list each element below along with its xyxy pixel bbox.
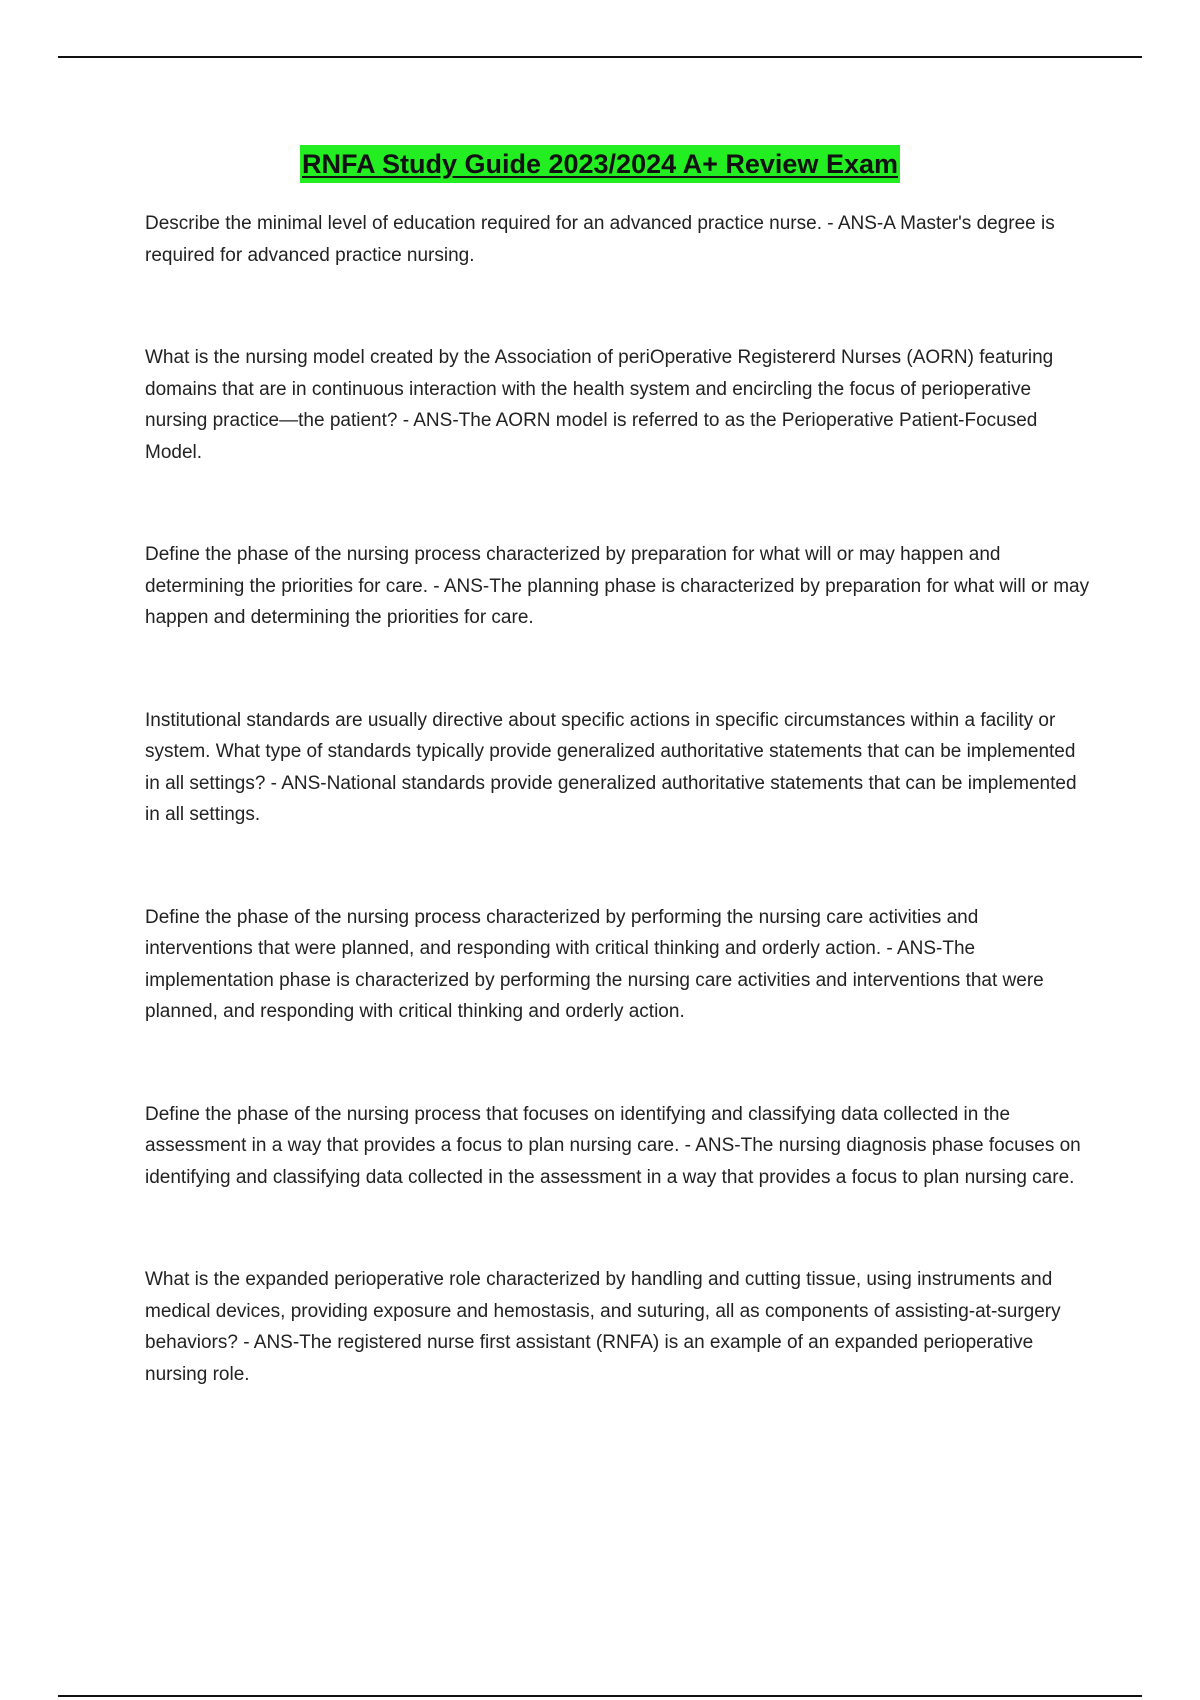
bottom-rule bbox=[58, 1695, 1142, 1697]
top-rule bbox=[58, 56, 1142, 58]
question-list bbox=[145, 208, 1090, 1461]
qa-item: Define the phase of the nursing process characterized by preparation for what will or may happen and determining the priorities for care. - ANS-The planning phase is characterized by preparation for what will or may happen and determining the priorities for care. bbox=[145, 544, 1090, 628]
qa-item: Describe the minimal level of education required for an advanced practice nurse. - ANS-A Master's degree is required for advanced practice nursing. bbox=[145, 213, 1055, 266]
document-title: RNFA Study Guide 2023/2024 A+ Review Exam bbox=[300, 145, 900, 183]
qa-item: What is the expanded perioperative role characterized by handling and cutting tissue, using instruments and medical devices, providing exposure and hemostasis, and suturing, all as components of assisting-at-surgery behaviors? - ANS-The registered nurse first assistant (RNFA) is an example of an expanded perioperative nursing role. bbox=[145, 1269, 1061, 1385]
title-container bbox=[0, 145, 1200, 183]
qa-item: Institutional standards are usually directive about specific actions in specific circumstances within a facility or system. What type of standards typically provide generalized authoritative statements that can be implemented in all settings? - ANS-National standards provide generalized authoritative statements that can be implemented in all settings. bbox=[145, 709, 1077, 825]
qa-item: What is the nursing model created by the Association of periOperative Registererd Nurses (AORN) featuring domains that are in continuous interaction with the health system and encircling the focus of perioperative nursing practice—the patient? - ANS-The AORN model is referred to as the Perioperative Patient-Focused Model. bbox=[145, 347, 1054, 463]
qa-item: Define the phase of the nursing process that focuses on identifying and classifying data collected in the assessment in a way that provides a focus to plan nursing care. - ANS-The nursing diagnosis phase focuses on identifying and classifying data collected in the assessment in a way that provides a focus to plan nursing care. bbox=[145, 1103, 1081, 1188]
qa-item: Define the phase of the nursing process characterized by performing the nursing care activities and interventions that were planned, and responding with critical thinking and orderly action. - ANS-The implementation phase is characterized by performing the nursing care activities and interventions that were planned, and responding with critical thinking and orderly action. bbox=[145, 906, 1044, 1022]
